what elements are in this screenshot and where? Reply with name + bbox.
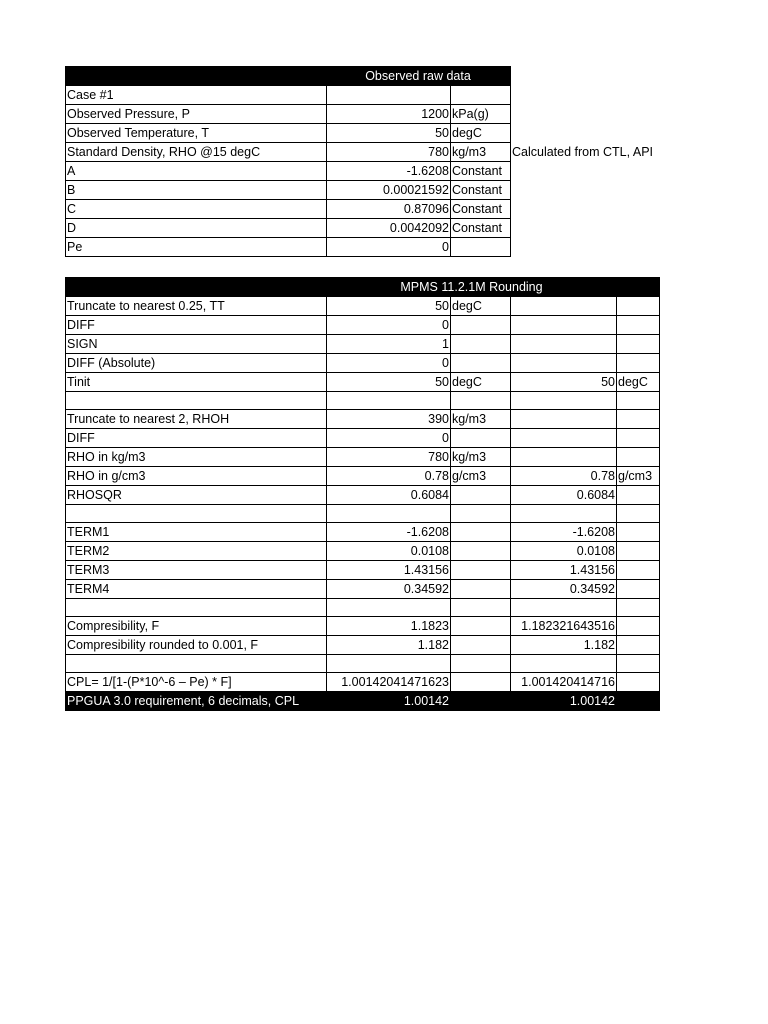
raw-row (66, 86, 671, 105)
rounding-row (66, 373, 660, 392)
rounding-row (66, 580, 660, 599)
raw-note (511, 86, 671, 105)
rounding-unit-2: g/cm3 (617, 467, 660, 486)
rounding-value-2 (511, 505, 617, 523)
rounding-label: DIFF (66, 316, 327, 335)
rounding-header-title: MPMS 11.2.1M Rounding (327, 278, 617, 297)
raw-label: D (66, 219, 327, 238)
raw-unit (451, 238, 511, 257)
rounding-row (66, 505, 660, 523)
rounding-value-1: 780 (327, 448, 451, 467)
rounding-row (66, 655, 660, 673)
rounding-label: Compresibility, F (66, 617, 327, 636)
rounding-value-1: -1.6208 (327, 523, 451, 542)
rounding-value-1: 50 (327, 297, 451, 316)
raw-label: Pe (66, 238, 327, 257)
rounding-label: DIFF (Absolute) (66, 354, 327, 373)
rounding-header-row (66, 278, 660, 297)
rounding-unit-1 (451, 655, 511, 673)
rounding-unit-2 (617, 335, 660, 354)
raw-value: 780 (327, 143, 451, 162)
raw-note (511, 105, 671, 124)
rounding-row (66, 599, 660, 617)
raw-row (66, 143, 671, 162)
raw-header-title: Observed raw data (327, 67, 511, 86)
rounding-value-2: 0.0108 (511, 542, 617, 561)
rounding-value-1: 1 (327, 335, 451, 354)
rounding-unit-1 (451, 673, 511, 692)
cpl-result-label: PPGUA 3.0 requirement, 6 decimals, CPL (66, 692, 327, 711)
rounding-row (66, 486, 660, 505)
rounding-label (66, 599, 327, 617)
rounding-value-1: 0.78 (327, 467, 451, 486)
rounding-label: Truncate to nearest 0.25, TT (66, 297, 327, 316)
rounding-value-2 (511, 429, 617, 448)
cpl-result-value-2: 1.00142 (511, 692, 617, 711)
raw-value: 0.00021592 (327, 181, 451, 200)
rounding-unit-2 (617, 297, 660, 316)
raw-note (511, 238, 671, 257)
rounding-unit-1 (451, 316, 511, 335)
rounding-unit-2 (617, 523, 660, 542)
rounding-value-2 (511, 448, 617, 467)
raw-row (66, 105, 671, 124)
raw-unit: Constant (451, 219, 511, 238)
rounding-row (66, 617, 660, 636)
raw-unit: kPa(g) (451, 105, 511, 124)
rounding-value-1 (327, 599, 451, 617)
rounding-row (66, 316, 660, 335)
rounding-value-1: 0 (327, 316, 451, 335)
raw-row (66, 238, 671, 257)
rounding-unit-1: degC (451, 297, 511, 316)
rounding-value-1 (327, 392, 451, 410)
rounding-unit-1 (451, 429, 511, 448)
rounding-label: RHO in g/cm3 (66, 467, 327, 486)
rounding-unit-1 (451, 636, 511, 655)
raw-value: 50 (327, 124, 451, 143)
rounding-value-2: 0.34592 (511, 580, 617, 599)
rounding-value-2 (511, 354, 617, 373)
rounding-value-2: 1.182321643516 (511, 617, 617, 636)
rounding-value-1: 1.1823 (327, 617, 451, 636)
rounding-value-1: 50 (327, 373, 451, 392)
rounding-unit-1 (451, 505, 511, 523)
rounding-unit-1 (451, 335, 511, 354)
raw-value: 0 (327, 238, 451, 257)
rounding-unit-1 (451, 392, 511, 410)
rounding-unit-2 (617, 429, 660, 448)
rounding-label: TERM4 (66, 580, 327, 599)
rounding-unit-2 (617, 410, 660, 429)
rounding-label (66, 505, 327, 523)
raw-unit: Constant (451, 162, 511, 181)
rounding-row (66, 354, 660, 373)
rounding-unit-1 (451, 486, 511, 505)
raw-unit: Constant (451, 181, 511, 200)
rounding-row (66, 429, 660, 448)
raw-header-blank (66, 67, 327, 86)
rounding-value-1 (327, 505, 451, 523)
rounding-unit-2 (617, 617, 660, 636)
rounding-row (66, 448, 660, 467)
raw-note (511, 181, 671, 200)
rounding-label (66, 392, 327, 410)
rounding-unit-2 (617, 599, 660, 617)
rounding-value-1: 0.6084 (327, 486, 451, 505)
raw-value: 1200 (327, 105, 451, 124)
raw-label: Observed Temperature, T (66, 124, 327, 143)
rounding-unit-2 (617, 673, 660, 692)
rounding-unit-2 (617, 561, 660, 580)
rounding-label: TERM1 (66, 523, 327, 542)
rounding-value-2 (511, 392, 617, 410)
rounding-row (66, 297, 660, 316)
raw-row (66, 162, 671, 181)
rounding-row (66, 467, 660, 486)
rounding-header-blank-2 (617, 278, 660, 297)
rounding-value-2 (511, 410, 617, 429)
rounding-unit-1 (451, 580, 511, 599)
raw-value: 0.0042092 (327, 219, 451, 238)
rounding-row (66, 523, 660, 542)
rounding-unit-2 (617, 542, 660, 561)
raw-note (511, 219, 671, 238)
raw-header-empty (511, 67, 671, 86)
rounding-value-1 (327, 655, 451, 673)
rounding-row (66, 561, 660, 580)
rounding-value-1: 1.00142041471623 (327, 673, 451, 692)
rounding-unit-2 (617, 636, 660, 655)
rounding-unit-2 (617, 316, 660, 335)
raw-note (511, 200, 671, 219)
raw-note (511, 124, 671, 143)
raw-unit: Constant (451, 200, 511, 219)
rounding-row (66, 410, 660, 429)
rounding-value-1: 1.43156 (327, 561, 451, 580)
raw-row (66, 181, 671, 200)
rounding-unit-2 (617, 505, 660, 523)
rounding-value-2: 1.182 (511, 636, 617, 655)
rounding-value-2 (511, 316, 617, 335)
rounding-value-2: 0.6084 (511, 486, 617, 505)
rounding-unit-2 (617, 486, 660, 505)
raw-unit (451, 86, 511, 105)
raw-label: B (66, 181, 327, 200)
cpl-result-value-1: 1.00142 (327, 692, 451, 711)
cpl-result-row (66, 692, 660, 711)
raw-unit: degC (451, 124, 511, 143)
raw-label: A (66, 162, 327, 181)
rounding-row (66, 335, 660, 354)
rounding-unit-2: degC (617, 373, 660, 392)
rounding-table (65, 277, 660, 711)
raw-header-row (66, 67, 671, 86)
rounding-row (66, 673, 660, 692)
rounding-unit-1 (451, 561, 511, 580)
rounding-label: Compresibility rounded to 0.001, F (66, 636, 327, 655)
rounding-row (66, 636, 660, 655)
rounding-label: Tinit (66, 373, 327, 392)
rounding-value-2: 0.78 (511, 467, 617, 486)
rounding-unit-1 (451, 523, 511, 542)
rounding-value-1: 0 (327, 354, 451, 373)
rounding-value-2 (511, 599, 617, 617)
rounding-label: RHO in kg/m3 (66, 448, 327, 467)
cpl-result-blank-2 (617, 692, 660, 711)
rounding-value-1: 0 (327, 429, 451, 448)
rounding-row (66, 392, 660, 410)
rounding-label: RHOSQR (66, 486, 327, 505)
rounding-unit-2 (617, 580, 660, 599)
rounding-label: SIGN (66, 335, 327, 354)
raw-value: -1.6208 (327, 162, 451, 181)
rounding-unit-1: kg/m3 (451, 448, 511, 467)
raw-row (66, 124, 671, 143)
raw-note (511, 162, 671, 181)
rounding-unit-1: kg/m3 (451, 410, 511, 429)
rounding-value-1: 1.182 (327, 636, 451, 655)
rounding-unit-1 (451, 542, 511, 561)
rounding-unit-1: g/cm3 (451, 467, 511, 486)
rounding-label: Truncate to nearest 2, RHOH (66, 410, 327, 429)
rounding-value-2 (511, 297, 617, 316)
raw-label: Case #1 (66, 86, 327, 105)
rounding-unit-1: degC (451, 373, 511, 392)
rounding-value-1: 0.34592 (327, 580, 451, 599)
raw-row (66, 219, 671, 238)
raw-note: Calculated from CTL, API (512, 145, 654, 159)
rounding-value-1: 0.0108 (327, 542, 451, 561)
rounding-unit-2 (617, 392, 660, 410)
raw-value (327, 86, 451, 105)
rounding-unit-2 (617, 448, 660, 467)
cpl-result-blank-1 (451, 692, 511, 711)
rounding-value-2: -1.6208 (511, 523, 617, 542)
rounding-label: TERM3 (66, 561, 327, 580)
rounding-value-1: 390 (327, 410, 451, 429)
rounding-label: CPL= 1/[1-(P*10^-6 – Pe) * F] (66, 673, 327, 692)
raw-label: Observed Pressure, P (66, 105, 327, 124)
rounding-label: TERM2 (66, 542, 327, 561)
rounding-row (66, 542, 660, 561)
rounding-unit-2 (617, 655, 660, 673)
raw-label: C (66, 200, 327, 219)
rounding-value-2: 50 (511, 373, 617, 392)
rounding-label: DIFF (66, 429, 327, 448)
rounding-value-2 (511, 655, 617, 673)
rounding-unit-2 (617, 354, 660, 373)
rounding-unit-1 (451, 617, 511, 636)
raw-label: Standard Density, RHO @15 degC (66, 143, 327, 162)
observed-raw-data-table (65, 66, 671, 257)
raw-row (66, 200, 671, 219)
rounding-unit-1 (451, 354, 511, 373)
rounding-value-2: 1.43156 (511, 561, 617, 580)
raw-value: 0.87096 (327, 200, 451, 219)
rounding-value-2: 1.001420414716 (511, 673, 617, 692)
rounding-label (66, 655, 327, 673)
raw-unit: kg/m3 (451, 143, 511, 162)
rounding-unit-1 (451, 599, 511, 617)
rounding-header-blank (66, 278, 327, 297)
rounding-value-2 (511, 335, 617, 354)
